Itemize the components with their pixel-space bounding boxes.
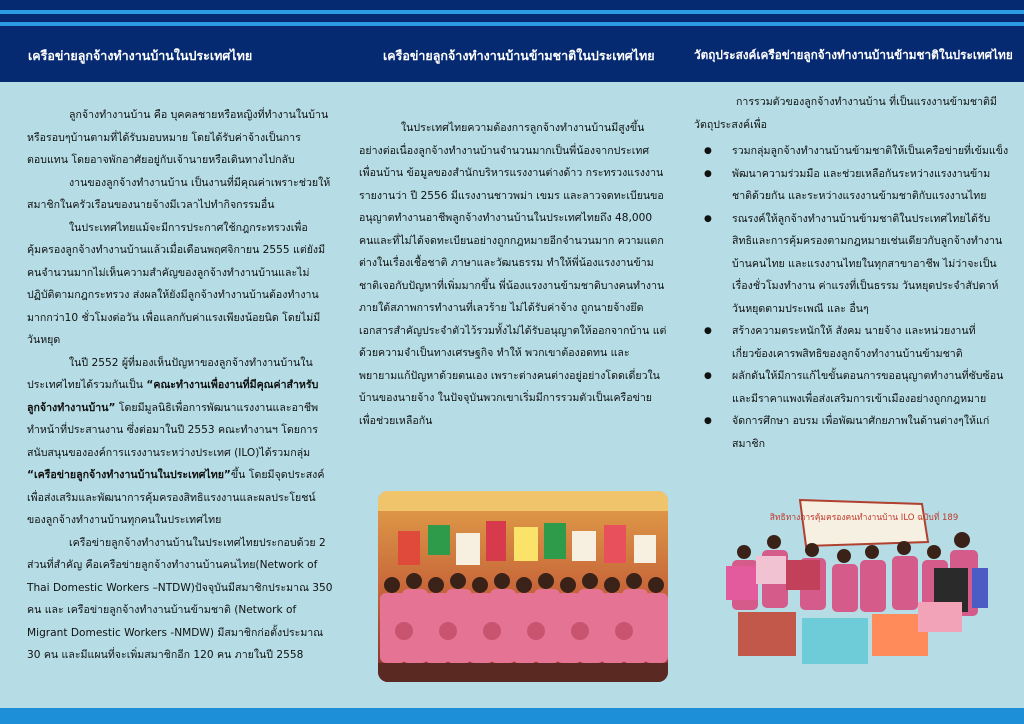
objective-item: ● รวมกลุ่มลูกจ้างทำงานบ้านข้ามชาติให้เป็นเครือข่ายที่เข้มแข็ง (694, 140, 1010, 163)
working-group-name: “คณะทำงานเพื่องานที่มีคุณค่าสำหรับลูกจ้างทำงานบ้าน” (27, 379, 319, 414)
network-name: “เครือข่ายลูกจ้างทำงานบ้านในประเทศไทย” (27, 469, 231, 481)
header-stripe (0, 10, 1024, 14)
paragraph: ลูกจ้างทำงานบ้าน คือ บุคคลชายหรือหญิงที่ทำงานในบ้าน หรือรอบๆบ้านตามที่ได้รับมอบหมาย โดยได้รับค่าจ้างเป็นการตอบแทน โดยอาจพักอาศัยอยู่กับเจ้านายหรือเดินทางไปกลับ (27, 109, 329, 166)
group-photo-image (378, 491, 668, 682)
text: ในปี 2552 ผู้ที่มองเห็นปัญหาของลูกจ้างทำงานบ้านในประเทศไทยได้รวมกันเป็น (27, 356, 313, 391)
objective-item: ● รณรงค์ให้ลูกจ้างทำงานบ้านข้ามชาติในประเทศไทยได้รับสิทธิและการคุ้มครองตามกฎหมายเช่นเดียวกับลูกจ้างทำงานบ้านคนไทย และแรงงานไทยในทุกสาขาอาชีพ ไม่ว่าจะเป็นเรื่องชั่วโมงทำงาน ค่าแรงที่เป็นธรรม วันหยุดประจำสัปดาห์ วันหยุดตามประเพณี และ อื่นๆ (694, 208, 1010, 321)
paragraph: ในประเทศไทยความต้องการลูกจ้างทำงานบ้านมีสูงขึ้นอย่างต่อเนื่องลูกจ้างทำงานบ้านจำนวนมากเป็นพี่น้องจากประเทศเพื่อนบ้าน ข้อมูลของสำนักบริหารแรงงานต่างด้าว กระทรวงแรงงานรายงานว่า ปี 2556 มีแรงงานชาวพม่า เขมร และลาวจดทะเบียนขออนุญาตทำงานอาชีพลูกจ้างทำงานบ้านในประเทศไทยถึง 48,000 คนและที่ไม่ได้จดทะเบียนอย่างถูกกฎหมายอีกจำนวนมาก ความแตกต่างในเรื่องเชื้อชาติ ภาษาและวัฒนธรรม ทำให้พี่น้องแรงงานข้ามชาติเจอกับปัญหาที่เพิ่มมากขึ้น พี่น้องแรงงานข้ามชาติบางคนทำงานภายใต้สภาพการทำงานที่เลวร้าย ไม่ได้รับค่าจ้าง ถูกนายจ้างยึดเอกสารสำคัญประจำตัวไว้รวมทั้งไม่ได้รับอนุญาตให้ออกจากบ้าน แต่ด้วยความจำเป็นทางเศรษฐกิจ ทำให้ พวกเขาต้องอดทน และพยายามแก้ปัญหาด้วยตนเอง เพราะต่างคนต่างอยู่อย่างโดดเดี่ยวในบ้านของนายจ้าง ในปัจจุบันพวกเขาเริ่มมีการรวมตัวเป็นเครือข่ายเพื่อช่วยเหลือกัน (359, 122, 667, 427)
paragraph: เครือข่ายลูกจ้างทำงานบ้านในประเทศไทยประกอบด้วย 2 ส่วนที่สำคัญ คือเครือข่ายลูกจ้างทำงานบ้านคนไทย(Network of Thai Domestic Workers –NTDW)ปัจจุบันมีสมาชิกประมาณ 350 คน และ เครือข่ายลูกจ้างทำงานบ้านข้ามชาติ (Network of Migrant Domestic Workers -NMDW) มีสมาชิกก่อตั้งประมาณ 30 คน และมีแผนที่จะเพิ่มสมาชิกอีก 120 คน ภายในปี 2558 (27, 536, 333, 661)
objectives-list (694, 140, 1010, 455)
objective-item: ● ผลักดันให้มีการแก้ไขขั้นตอนการขออนุญาตทำงานที่ซับซ้อนและมีราคาแพงเพื่อส่งเสริมการเข้าเมืองอย่างถูกกฎหมาย (694, 365, 1010, 410)
objective-item: ● พัฒนาความร่วมมือ และช่วยเหลือกันระหว่างแรงงานข้ามชาติด้วยกัน และระหว่างแรงงานข้ามชาติกับแรงงานไทย (694, 163, 1010, 208)
right-column-title: วัตถุประสงค์เครือข่ายลูกจ้างทำงานบ้านข้ามชาติในประเทศไทย (694, 48, 1013, 62)
middle-column (359, 117, 667, 432)
group-photo (378, 491, 668, 682)
banner-text: สิทธิทางการคุ้มครองคนทำงานบ้าน ILO ฉบับที่ 189 (769, 513, 959, 523)
rally-photo-image (722, 494, 990, 670)
paragraph: ในประเทศไทยแม้จะมีการประกาศใช้กฎกระทรวงเพื่อคุ้มครองลูกจ้างทำงานบ้านแล้วเมื่อเดือนพฤศจิกายน 2555 แต่ยังมีคนจำนวนมากไม่เห็นความสำคัญของลูกจ้างทำงานบ้านและไม่ปฏิบัติตามกฎกระทรวง ส่งผลให้ยังมีลูกจ้างทำงานบ้านต้องทำงานมากกว่า10 ชั่วโมงต่อวัน เพื่อแลกกับค่าแรงเพียงน้อยนิด โดยไม่มีวันหยุด (27, 221, 326, 346)
middle-column-title: เครือข่ายลูกจ้างทำงานบ้านข้ามชาติในประเทศไทย (383, 48, 655, 63)
rally-photo (722, 494, 990, 670)
text: โดยมีมูลนิธิเพื่อการพัฒนาแรงงานและอาชีพ ทำหน้าที่ประสานงาน ซึ่งต่อมาในปี 2553 คณะทำงานฯ โดยการสนับสนุนขององค์การแรงงานระหว่างประเทศ (ILO)ได้รวมกลุ่ม (27, 401, 319, 459)
left-column-title: เครือข่ายลูกจ้างทำงานบ้านในประเทศไทย (28, 48, 253, 63)
left-column (27, 104, 333, 667)
right-column (694, 91, 1010, 455)
text: ขึ้น โดยมีจุดประสงค์ เพื่อส่งเสริมและพัฒนาการคุ้มครองสิทธิแรงงานและผลประโยชน์ของลูกจ้างทำงานบ้านทุกคนในประเทศไทย (27, 469, 325, 526)
footer-bar (0, 708, 1024, 724)
paragraph: งานของลูกจ้างทำงานบ้าน เป็นงานที่มีคุณค่าเพราะช่วยให้สมาชิกในครัวเรือนของนายจ้างมีเวลาไปทำกิจกรรมอื่น (27, 176, 331, 211)
objectives-intro: การรวมตัวของลูกจ้างทำงานบ้าน ที่เป็นแรงงานข้ามชาติมีวัตถุประสงค์เพื่อ (694, 96, 997, 131)
objective-item: ● จัดการศึกษา อบรม เพื่อพัฒนาศักยภาพในด้านต่างๆให้แก่สมาชิก (694, 410, 1010, 455)
paragraph (27, 352, 333, 532)
objective-item: ● สร้างความตระหนักให้ สังคม นายจ้าง และหน่วยงานที่เกี่ยวข้องเคารพสิทธิของลูกจ้างทำงานบ้านข้ามชาติ (694, 320, 1010, 365)
header-stripe (0, 22, 1024, 26)
